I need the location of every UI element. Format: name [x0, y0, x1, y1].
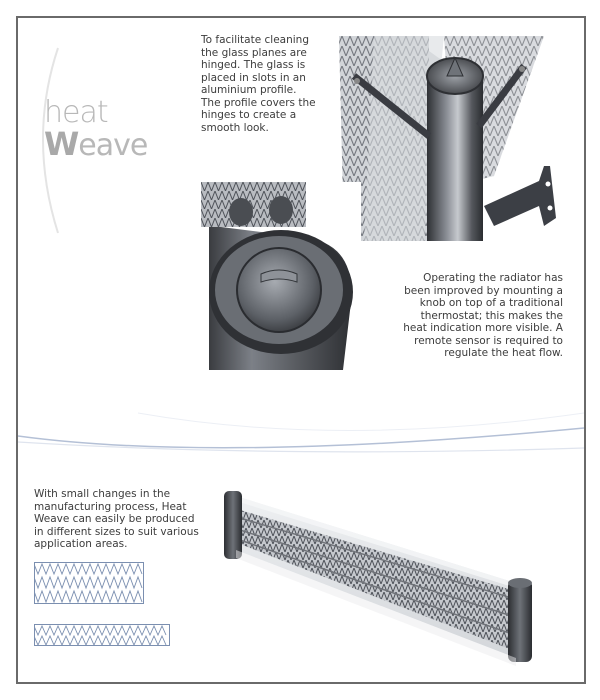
size-sample-large: [34, 562, 144, 604]
knob-closeup-photo: [201, 182, 361, 370]
size-sample-long: [34, 624, 170, 646]
wave-curve-1: [18, 428, 584, 448]
logo-heat: heat: [44, 95, 108, 130]
page-frame: [16, 16, 586, 684]
hinges-description: To facilitate cleaning the glass planes are hinged. The glass is placed in slots in an aluminium profile. The profile covers the hinges to create a smooth look.: [201, 34, 316, 134]
knob-description: Operating the radiator has been improved by mounting a knob on top of a traditional thermostat; this makes the heat indication more visible. A remote sensor is required to regulate the heat flow.: [403, 272, 563, 359]
sizes-description: With small changes in the manufacturing process, Heat Weave can easily be produced in different sizes to suit various application areas.: [34, 488, 199, 550]
wave-curve-3: [138, 413, 584, 431]
hinge-closeup-photo: [334, 36, 564, 241]
radiator-product-photo: [216, 488, 541, 668]
logo-weave: [44, 125, 148, 163]
logo-weave-initial: W: [44, 125, 79, 163]
logo-weave-rest: eave: [78, 128, 148, 163]
